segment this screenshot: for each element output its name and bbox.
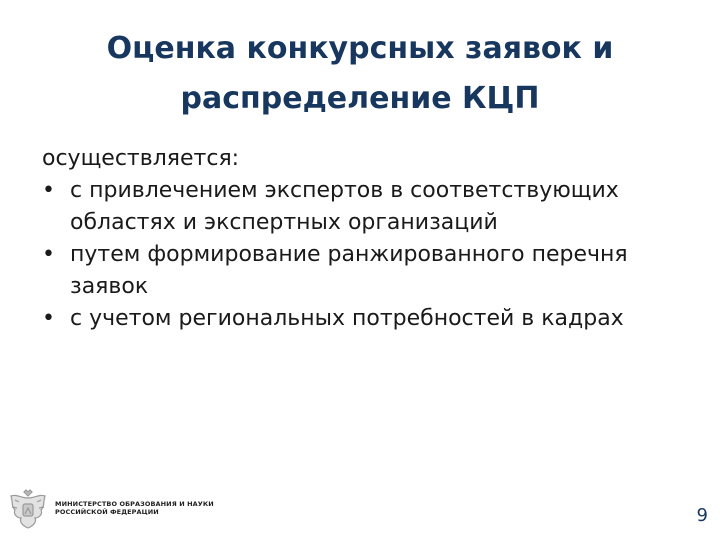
ministry-name xyxy=(55,500,235,516)
ministry-name-line-2: РОССИЙСКОЙ ФЕДЕРАЦИИ xyxy=(55,508,159,516)
coat-of-arms-graphic xyxy=(7,488,49,532)
slide-title-line-1: Оценка конкурсных заявок и xyxy=(106,31,614,66)
bullet-text: с учетом региональных потребностей в кадрах xyxy=(70,306,624,331)
bullet-icon: • xyxy=(42,242,55,267)
bullet-icon: • xyxy=(42,306,55,331)
bullet-text: с привлечением экспертов в соответствующих областях и экспертных организаций xyxy=(70,178,619,235)
bullet-icon: • xyxy=(42,178,55,203)
slide-body xyxy=(42,143,682,335)
bullet-text: путем формирование ранжированного перечня заявок xyxy=(70,242,628,299)
bullet-list xyxy=(42,175,682,335)
coat-of-arms-icon xyxy=(7,488,49,532)
page-number: 9 xyxy=(696,505,708,526)
slide-title-line-2: распределение КЦП xyxy=(180,81,540,116)
bullet-item xyxy=(42,239,682,303)
ministry-name-line-1: МИНИСТЕРСТВО ОБРАЗОВАНИЯ И НАУКИ xyxy=(55,500,214,508)
slide-title xyxy=(0,24,720,124)
bullet-item xyxy=(42,175,682,239)
intro-text: осуществляется: xyxy=(42,146,240,171)
bullet-item xyxy=(42,303,682,335)
